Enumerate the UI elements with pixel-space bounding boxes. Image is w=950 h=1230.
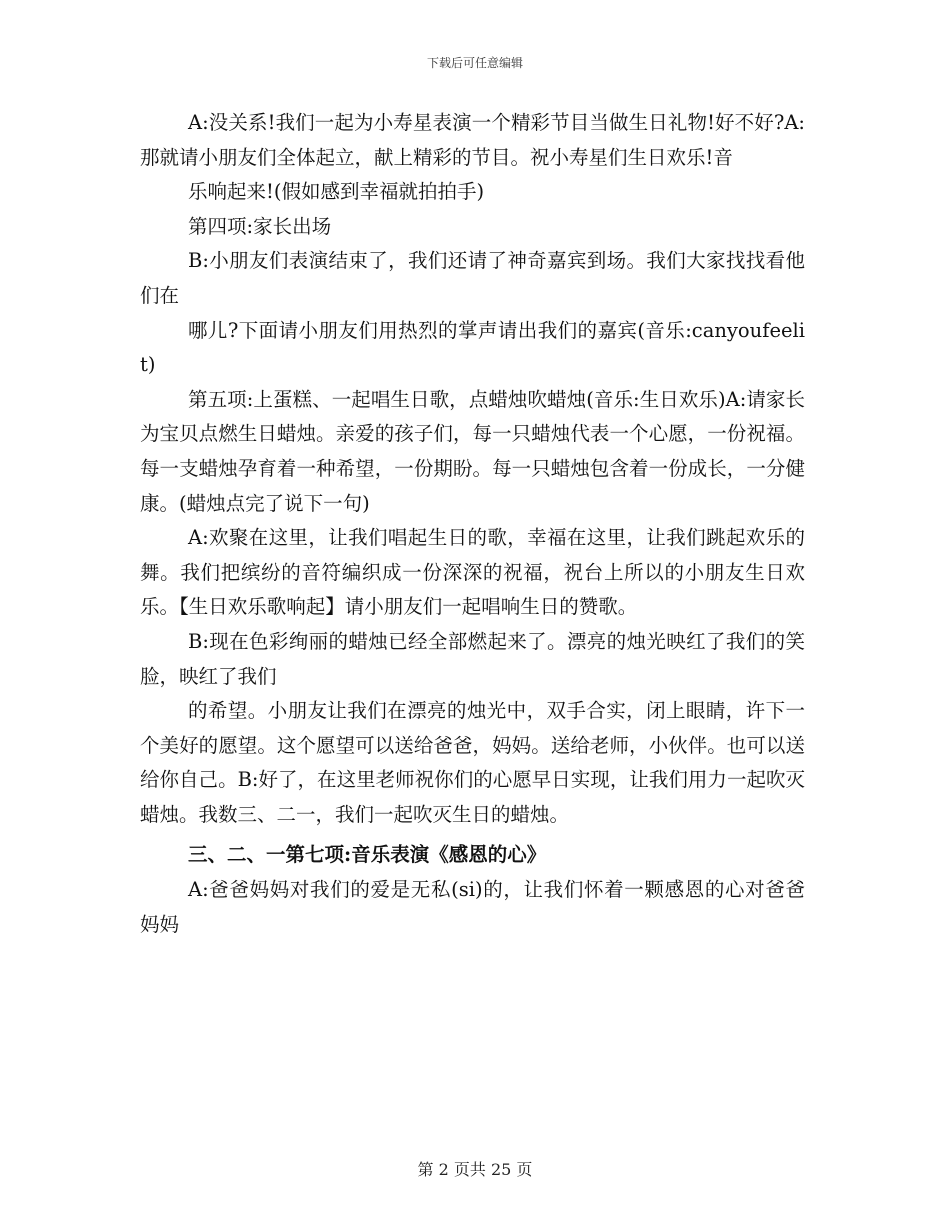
paragraph: 的希望。小朋友让我们在漂亮的烛光中，双手合实，闭上眼睛，许下一个美好的愿望。这个愿望可以送给爸爸，妈妈。送给老师，小伙伴。也可以送给你自己。B:好了，在这里老师祝你们的心愿早日实现，让我们用力一起吹灭蜡烛。我数三、二一，我们一起吹灭生日的蜡烛。 <box>140 699 805 826</box>
paragraph: A:没关系!我们一起为小寿星表演一个精彩节目当做生日礼物!好不好?A:那就请小朋友们全体起立，献上精彩的节目。祝小寿星们生日欢乐!音 <box>140 111 805 169</box>
paragraph: B:现在色彩绚丽的蜡烛已经全部燃起来了。漂亮的烛光映红了我们的笑脸，映红了我们 <box>140 629 805 688</box>
section-heading: 三、二、一第七项:音乐表演《感恩的心》 <box>188 843 547 867</box>
page-footer-number: 第 2 页共 25 页 <box>417 1160 533 1179</box>
paragraph: 第四项:家长出场 <box>188 214 332 238</box>
paragraph: 第五项:上蛋糕、一起唱生日歌，点蜡烛吹蜡烛(音乐:生日欢乐)A:请家长为宝贝点燃生日蜡烛。亲爱的孩子们，每一只蜡烛代表一个心愿，一份祝福。每一支蜡烛孕育着一种希望，一份期盼。每一只蜡烛包含着一份成长，一分健康。(蜡烛点完了说下一句) <box>140 387 805 515</box>
page-header-note: 下载后可任意编辑 <box>426 56 523 70</box>
document-body <box>140 106 805 942</box>
paragraph: B:小朋友们表演结束了，我们还请了神奇嘉宾到场。我们大家找找看他们在 <box>140 249 805 307</box>
paragraph: A:欢聚在这里，让我们唱起生日的歌，幸福在这里，让我们跳起欢乐的舞。我们把缤纷的音符编织成一份深深的祝福，祝台上所以的小朋友生日欢乐。【生日欢乐歌响起】请小朋友们一起唱响生日的赞歌。 <box>140 526 805 619</box>
paragraph: 哪儿?下面请小朋友们用热烈的掌声请出我们的嘉宾(音乐:canyoufeelit) <box>140 318 805 377</box>
paragraph: A:爸爸妈妈对我们的爱是无私(si)的，让我们怀着一颗感恩的心对爸爸妈妈 <box>140 878 805 936</box>
paragraph: 乐响起来!(假如感到幸福就拍拍手) <box>188 180 485 204</box>
